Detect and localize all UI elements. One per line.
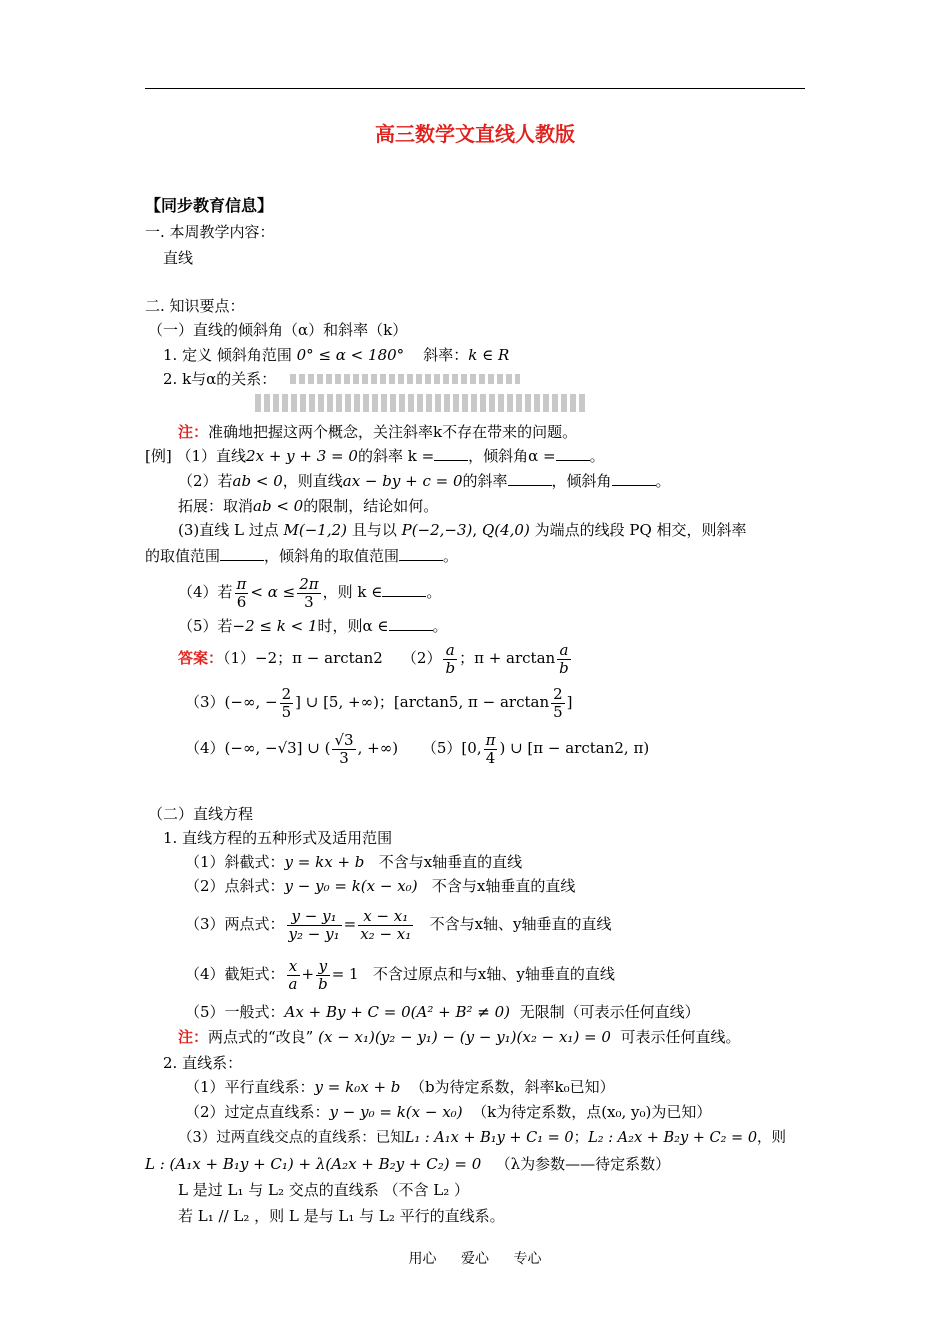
blurred-formula-2	[255, 394, 585, 412]
family-3-eq: L : (A₁x + B₁y + C₁) + λ(A₂x + B₂y + C₂) = 0 （λ为参数——待定系数）	[145, 1155, 671, 1173]
form-5: （5）一般式：Ax + By + C = 0(A² + B² ≠ 0) 无限制（可表示任何直线）	[185, 1003, 700, 1021]
form-2: （2）点斜式：y − y₀ = k(x − x₀) 不含与x轴垂直的直线	[185, 877, 576, 895]
answer-line-4: （4）(−∞, −√3] ∪ ( $\frac{√3}{3}$ , +∞) （5）[0, $\frac{\pi}{4}$ ) ∪ [π − arctan2, π)	[185, 730, 650, 767]
p2-t2: 2. 直线系：	[163, 1054, 243, 1072]
header-rule	[145, 88, 805, 89]
p1-heading: （一）直线的倾斜角（α）和斜率（k）	[148, 321, 408, 339]
p2-t1: 1. 直线方程的五种形式及适用范围	[163, 829, 393, 847]
example-q1: [例] （1）直线2x + y + 3 = 0的斜率 k = ，倾斜角α = 。	[145, 447, 605, 465]
answer-line-3: （3）(−∞, − $\frac{2}{5}$ ] ∪ [5, +∞)；[arctan5, π − arctan $\frac{2}{5}$ ]	[185, 684, 573, 721]
example-q4: （4）若 $\frac{\pi}{6}$ < α ≤ $\frac{2\pi}{3}$ ，则 k ∈ 。	[178, 574, 442, 611]
form-4: （4）截矩式： $\frac{x}{a}$ + $\frac{y}{b}$ = 1 不含过原点和与x轴、y轴垂直的直线	[185, 956, 615, 993]
example-q5: （5）若−2 ≤ k < 1时，则α ∈ 。	[178, 617, 448, 635]
family-3-parallel: 若 L₁ // L₂ ，则 L 是与 L₁ 与 L₂ 平行的直线系。	[178, 1207, 505, 1225]
example-q3-line2: 的取值范围 ，倾斜角的取值范围 。	[145, 547, 459, 565]
form-1: （1）斜截式：y = kx + b 不含与x轴垂直的直线	[185, 853, 523, 871]
form-3: （3）两点式： $\frac{\text{y − y₁}}{\text{y₂ − y₁}}$ = $\frac{\text{x − x₁}}{\text{x₂ − x₁}}$ 不含与x轴、y轴垂直的直线	[185, 906, 612, 943]
relation-line: 2. k与α的关系：	[163, 370, 277, 388]
def-line: 1. 定义 倾斜角范围 0° ≤ α < 180° 斜率：k ∈ R	[163, 346, 510, 364]
page-title: 高三数学文直线人教版	[375, 122, 575, 146]
example-q2-ext: 拓展：取消ab < 0的限制，结论如何。	[178, 497, 439, 515]
p2-heading: （二）直线方程	[148, 805, 254, 823]
answer-line-1: 答案：（1）−2；π − arctan2 （2） $\frac{a}{b}$ ；π + arctan $\frac{a}{b}$	[178, 640, 569, 677]
note-2: 注：两点式的“改良” (x − x₁)(y₂ − y₁) − (y − y₁)(x₂ − x₁) = 0 可表示任何直线。	[178, 1028, 741, 1046]
section-heading: 【同步教育信息】	[145, 196, 274, 215]
family-3: （3）过两直线交点的直线系：已知L₁ : A₁x + B₁y + C₁ = 0；L₂ : A₂x + B₂y + C₂ = 0，则	[178, 1130, 787, 1146]
family-1: （1）平行直线系：y = k₀x + b （b为待定系数，斜率k₀已知）	[185, 1078, 615, 1096]
s1-heading: 一. 本周教学内容：	[145, 223, 275, 241]
blurred-formula	[290, 374, 520, 384]
s2-heading: 二. 知识要点：	[145, 297, 245, 315]
example-q3: (3)直线 L 过点 M(−1,2) 且与以 P(−2,−3), Q(4,0) 为端点的线段 PQ 相交，则斜率	[178, 521, 747, 539]
note-1: 注：准确地把握这两个概念，关注斜率k不存在带来的问题。	[178, 423, 578, 441]
family-3-desc: L 是过 L₁ 与 L₂ 交点的直线系 （不含 L₂ ）	[178, 1181, 470, 1199]
page-footer: 用心 爱心 专心	[408, 1251, 542, 1267]
s1-content: 直线	[163, 249, 194, 267]
example-q2: （2）若ab < 0，则直线ax − by + c = 0的斜率 ，倾斜角 。	[178, 472, 671, 490]
family-2: （2）过定点直线系：y − y₀ = k(x − x₀) （k为待定系数，点(x₀, y₀)为已知）	[185, 1103, 712, 1121]
